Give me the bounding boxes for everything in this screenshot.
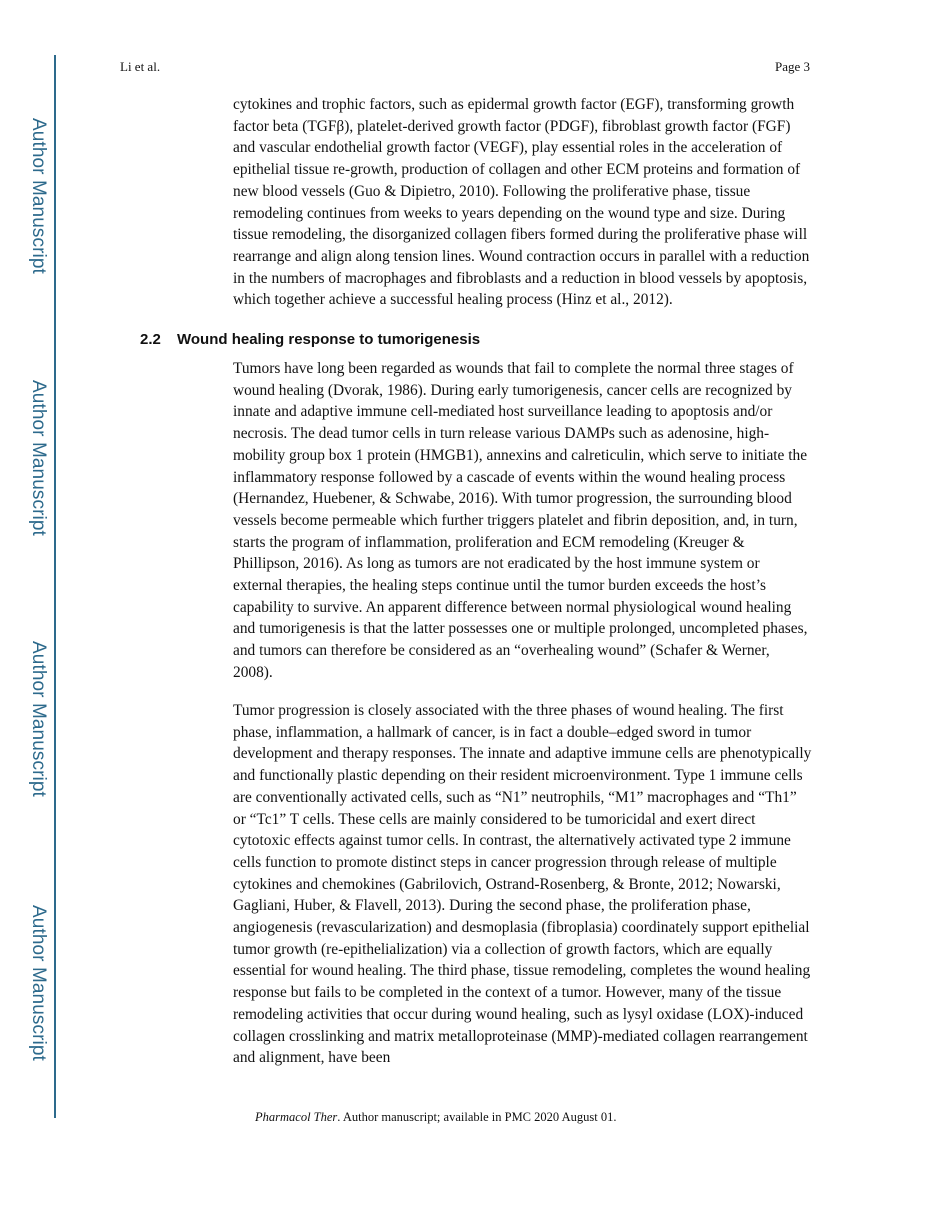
paragraph: Tumor progression is closely associated with the three phases of wound healing. The first phase, inflammation, a hallmark of cancer, is in fact a double–edged sword in tumor development and therapy responses. The innate and adaptive immune cells are phenotypically and functionally plastic depending on their resident microenvironment. Type 1 immune cells are conventionally activated cells, such as “N1” neutrophils, “M1” macrophages and “Th1” or “Tc1” T cells. These cells are mainly considered to be tumoricidal and exert direct cytotoxic effects against tumor cells. In contrast, the alternatively activated type 2 immune cells function to promote distinct steps in cancer progression through release of multiple cytokines and chemokines (Gabrilovich, Ostrand-Rosenberg, & Bronte, 2012; Nowarski, Gagliani, Huber, & Flavell, 2013). During the second phase, the proliferation phase, angiogenesis (revascularization) and desmoplasia (fibroplasia) coordinately support epithelial tumor growth (re-epithelialization) via a collection of growth factors, which are equally essential for wound healing. The third phase, tissue remodeling, completes the wound healing response but fails to be completed in the context of a tumor. However, many of the tissue remodeling activities that occur during wound healing, such as lysyl oxidase (LOX)-induced collagen crosslinking and matrix metalloproteinase (MMP)-mediated collagen rearrangement and alignment, have been <box>233 702 812 1067</box>
journal-name: Pharmacol Ther <box>255 1110 338 1124</box>
footer-text: . Author manuscript; available in PMC 2020 August 01. <box>337 1110 617 1124</box>
author-manuscript-label: Author Manuscript <box>28 380 49 536</box>
running-header-authors: Li et al. <box>120 59 161 74</box>
author-manuscript-label: Author Manuscript <box>28 905 49 1061</box>
author-manuscript-label: Author Manuscript <box>28 118 49 274</box>
section-heading <box>140 331 480 348</box>
paragraph: cytokines and trophic factors, such as epidermal growth factor (EGF), transforming growth factor beta (TGFβ), platelet-derived growth factor (PDGF), fibroblast growth factor (FGF) and vascular endothelial growth factor (VEGF), play essential roles in the acceleration of epithelial tissue re-growth, production of collagen and other ECM proteins and formation of new blood vessels (Guo & Dipietro, 2010). Following the proliferative phase, tissue remodeling continues from weeks to years depending on the wound type and size. During tissue remodeling, the disorganized collagen fibers formed during the proliferative phase will rearrange and align along tension lines. Wound contraction occurs in parallel with a reduction in the numbers of macrophages and fibroblasts and a reduction in blood vessels by apoptosis, which together achieve a successful healing process (Hinz et al., 2012). <box>233 96 810 309</box>
footer-citation <box>255 1110 616 1125</box>
author-manuscript-label: Author Manuscript <box>28 641 49 797</box>
page-number: Page 3 <box>774 59 810 74</box>
section-title: Wound healing response to tumorigenesis <box>177 331 481 348</box>
sidebar-rule <box>54 55 56 1118</box>
body-text <box>233 94 813 311</box>
section-number: 2.2 <box>140 331 161 348</box>
paragraph: Tumors have long been regarded as wounds that fail to complete the normal three stages of wound healing (Dvorak, 1986). During early tumorigenesis, cancer cells are recognized by innate and adaptive immune cell-mediated host surveillance leading to apoptosis and/or necrosis. The dead tumor cells in turn release various DAMPs such as adenosine, high-mobility group box 1 protein (HMGB1), annexins and calreticulin, which serve to initiate the inflammatory response followed by a cascade of events within the wound healing process (Hernandez, Huebener, & Schwabe, 2016). With tumor progression, the surrounding blood vessels become permeable which further triggers platelet and fibrin deposition, and, in turn, starts the program of inflammation, proliferation and ECM remodeling (Kreuger & Phillipson, 2016). As long as tumors are not eradicated by the host immune system or external therapies, the healing steps continue until the tumor burden exceeds the host’s capability to survive. An apparent difference between normal physiological wound healing and tumorigenesis is that the latter possesses one or multiple prolonged, uncompleted phases, and tumors can therefore be considered as an “overhealing wound” (Schafer & Werner, 2008). <box>233 360 808 681</box>
